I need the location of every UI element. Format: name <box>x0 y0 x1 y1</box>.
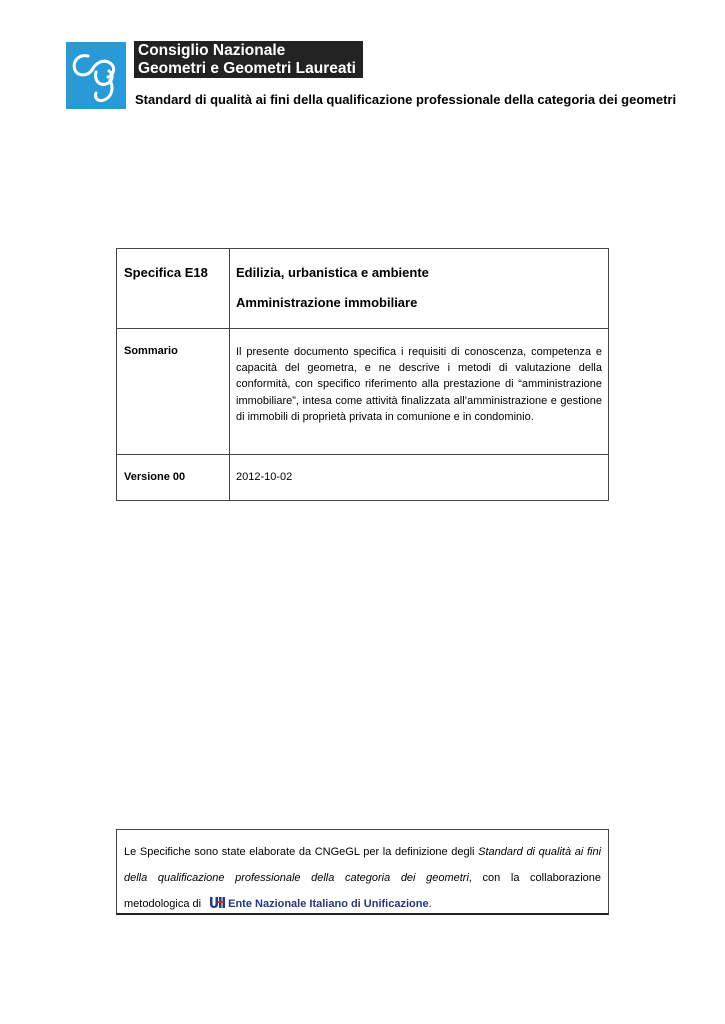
table-row-divider <box>117 328 608 329</box>
specification-title-line2: Amministrazione immobiliare <box>236 295 418 310</box>
cngegl-logo-icon <box>66 42 126 109</box>
organization-name <box>134 41 363 78</box>
note-text-part1: Le Specifiche sono state elaborate da CNGeGL per la definizione degli <box>124 846 479 858</box>
note-text-end: . <box>428 898 432 910</box>
specification-code: Specifica E18 <box>124 265 208 280</box>
note-text-part2: , con la collaborazione metodologica di <box>124 872 601 910</box>
note-text-italic: Standard di qualità ai fini della qualificazione professionale della categoria dei geometri <box>124 846 602 884</box>
version-date: 2012-10-02 <box>236 471 293 483</box>
specification-table <box>116 248 609 501</box>
version-label: Versione 00 <box>124 471 186 483</box>
organization-name-line2: Geometri e Geometri Laureati <box>138 59 356 77</box>
document-header-title: Standard di qualità ai fini della qualificazione professionale della categoria dei geometri <box>135 92 677 107</box>
summary-text: Il presente documento specifica i requisiti di conoscenza, competenza e capacità del geometra, e ne descrive i metodi di valutazione della conformità, con specifico riferimento alla prestazione di “amministrazione immobiliare”, intesa come attività finalizzata all’amministrazione e gestione di immobili di proprietà privata in comunione e in condominio. <box>236 346 602 423</box>
uni-logo-icon <box>209 896 226 909</box>
table-column-divider <box>229 249 230 500</box>
summary-label: Sommario <box>124 345 178 357</box>
organization-name-line1: Consiglio Nazionale <box>138 42 286 59</box>
collaboration-note <box>116 829 609 915</box>
table-row-divider <box>117 454 608 455</box>
uni-organization-name: Ente Nazionale Italiano di Unificazione <box>228 898 429 910</box>
specification-title-line1: Edilizia, urbanistica e ambiente <box>236 265 429 280</box>
